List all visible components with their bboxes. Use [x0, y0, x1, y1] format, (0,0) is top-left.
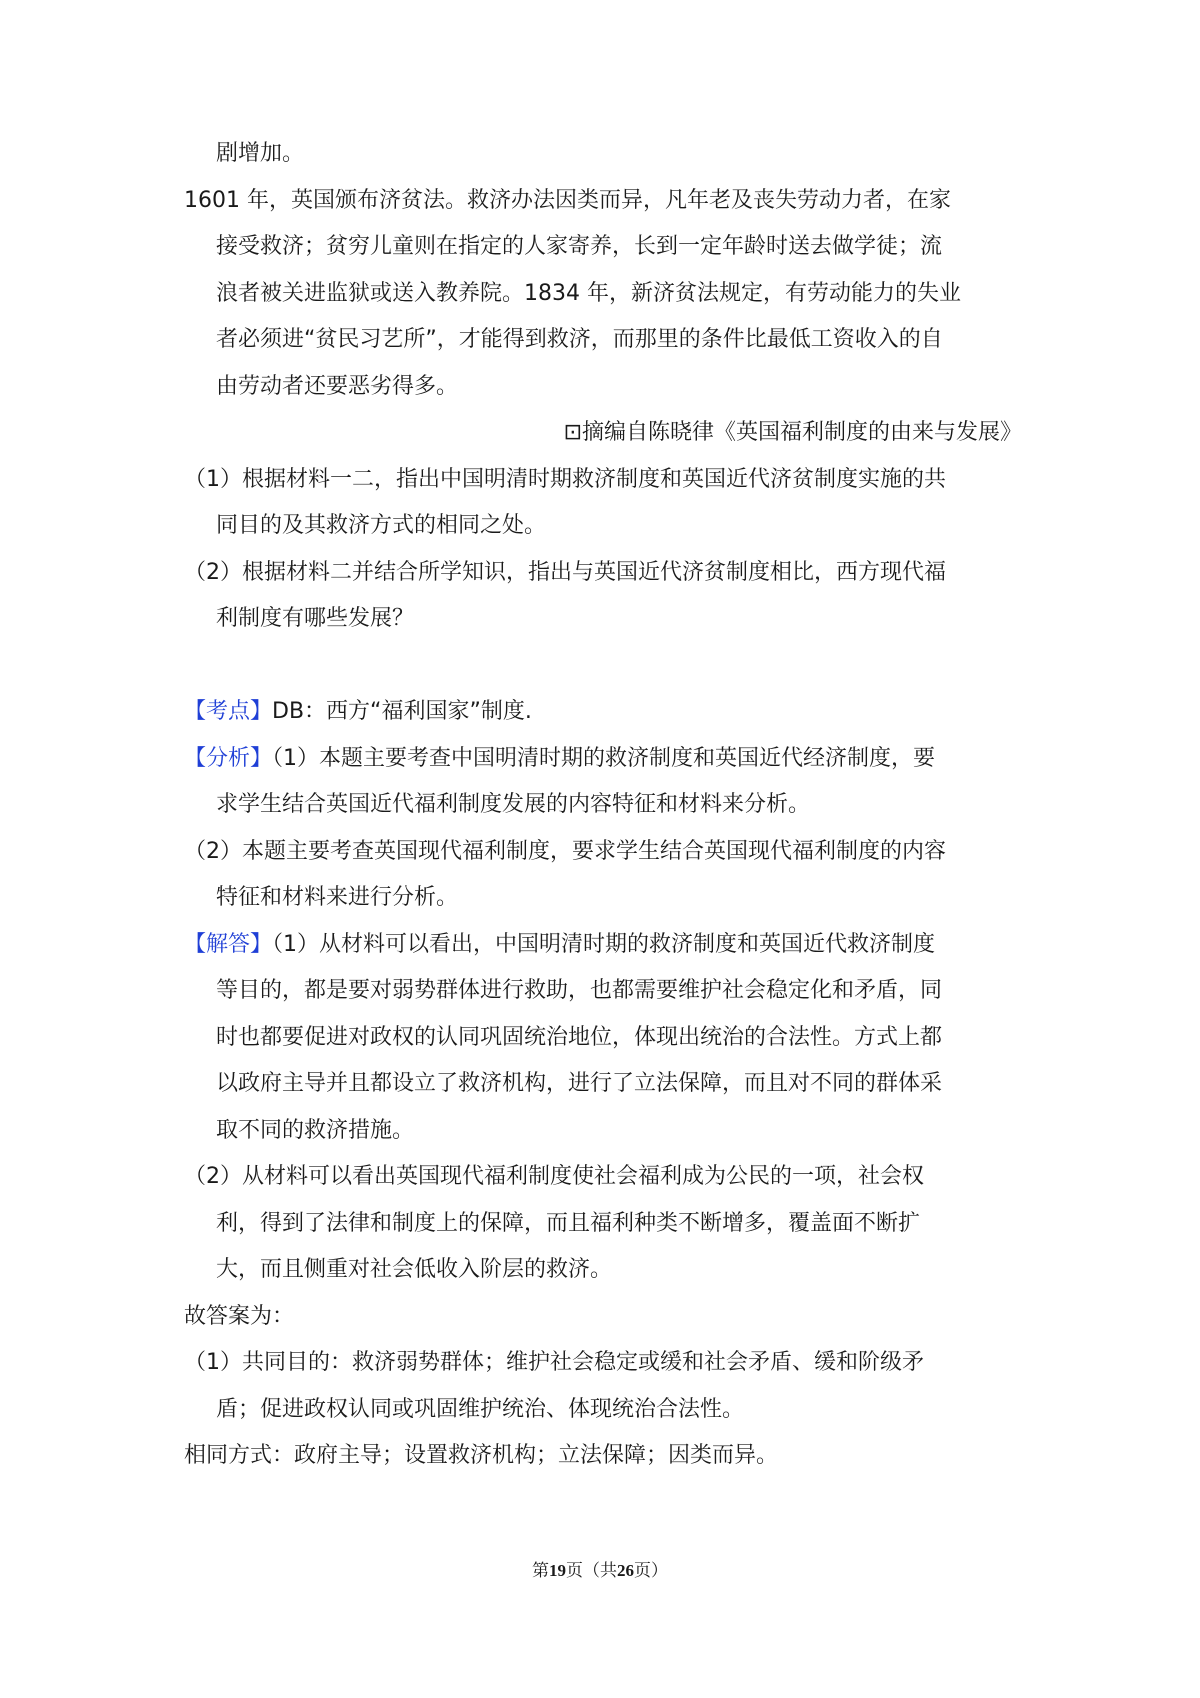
- footer-prefix: 第: [532, 1561, 549, 1581]
- kaodian-tag: 【考点】: [184, 699, 273, 724]
- material-line: 浪者被关进监狱或送入教养院。1834 年，新济贫法规定，有劳动能力的失业: [216, 281, 961, 306]
- fenxi-line: 特征和材料来进行分析。: [216, 885, 459, 910]
- page-footer: [0, 1559, 1200, 1583]
- jieda-line: 利，得到了法律和制度上的保障，而且福利种类不断增多，覆盖面不断扩: [216, 1211, 921, 1236]
- answer-line: 相同方式：政府主导；设置救济机构；立法保障；因类而异。: [184, 1443, 779, 1468]
- question-2: （2）根据材料二并结合所学知识，指出与英国近代济贫制度相比，西方现代福: [184, 560, 946, 585]
- material-source: ⊡摘编自陈晓律《英国福利制度的由来与发展》: [563, 420, 1022, 445]
- material-line: 剧增加。: [216, 141, 305, 166]
- jieda-line: 时也都要促进对政权的认同巩固统治地位，体现出统治的合法性。方式上都: [216, 1025, 943, 1050]
- jieda-line: 以政府主导并且都设立了救济机构，进行了立法保障，而且对不同的群体采: [216, 1071, 943, 1096]
- material-line: 由劳动者还要恶劣得多。: [216, 374, 459, 399]
- question-1: （1）根据材料一二，指出中国明清时期救济制度和英国近代济贫制度实施的共: [184, 467, 946, 492]
- jieda-tag: 【解答】: [184, 932, 273, 957]
- footer-middle: 页（共: [566, 1561, 617, 1581]
- jieda-text: （1）从材料可以看出，中国明清时期的救济制度和英国近代救济制度: [272, 932, 936, 957]
- fenxi-text: （1）本题主要考查中国明清时期的救济制度和英国近代经济制度，要: [272, 746, 936, 771]
- footer-total-pages: 26: [617, 1561, 634, 1580]
- material-line: 者必须进“贫民习艺所”，才能得到救济，而那里的条件比最低工资收入的自: [216, 327, 943, 352]
- question-2-cont: 利制度有哪些发展？: [216, 606, 415, 631]
- answer-intro: 故答案为：: [184, 1304, 295, 1329]
- kaodian-section: [184, 697, 532, 727]
- material-line: 接受救济；贫穷儿童则在指定的人家寄养，长到一定年龄时送去做学徒；流: [216, 234, 943, 259]
- jieda-line: 大，而且侧重对社会低收入阶层的救济。: [216, 1257, 613, 1282]
- fenxi-line: （2）本题主要考查英国现代福利制度，要求学生结合英国现代福利制度的内容: [184, 839, 946, 864]
- kaodian-text: DB：西方“福利国家”制度.: [272, 699, 532, 724]
- fenxi-line: 求学生结合英国近代福利制度发展的内容特征和材料来分析。: [216, 792, 811, 817]
- fenxi-tag: 【分析】: [184, 746, 273, 771]
- jieda-section: [184, 930, 935, 960]
- footer-suffix: 页）: [634, 1561, 668, 1581]
- fenxi-section: [184, 744, 935, 774]
- answer-line: （1）共同目的：救济弱势群体；维护社会稳定或缓和社会矛盾、缓和阶级矛: [184, 1350, 924, 1375]
- jieda-line: （2）从材料可以看出英国现代福利制度使社会福利成为公民的一项，社会权: [184, 1164, 924, 1189]
- question-1-cont: 同目的及其救济方式的相同之处。: [216, 513, 547, 538]
- jieda-line: 取不同的救济措施。: [216, 1118, 415, 1143]
- footer-page-number: 19: [549, 1561, 566, 1580]
- answer-line: 盾；促进政权认同或巩固维护统治、体现统治合法性。: [216, 1397, 745, 1422]
- jieda-line: 等目的，都是要对弱势群体进行救助，也都需要维护社会稳定化和矛盾，同: [216, 978, 943, 1003]
- material-line: 1601 年，英国颁布济贫法。救济办法因类而异，凡年老及丧失劳动力者，在家: [184, 188, 951, 213]
